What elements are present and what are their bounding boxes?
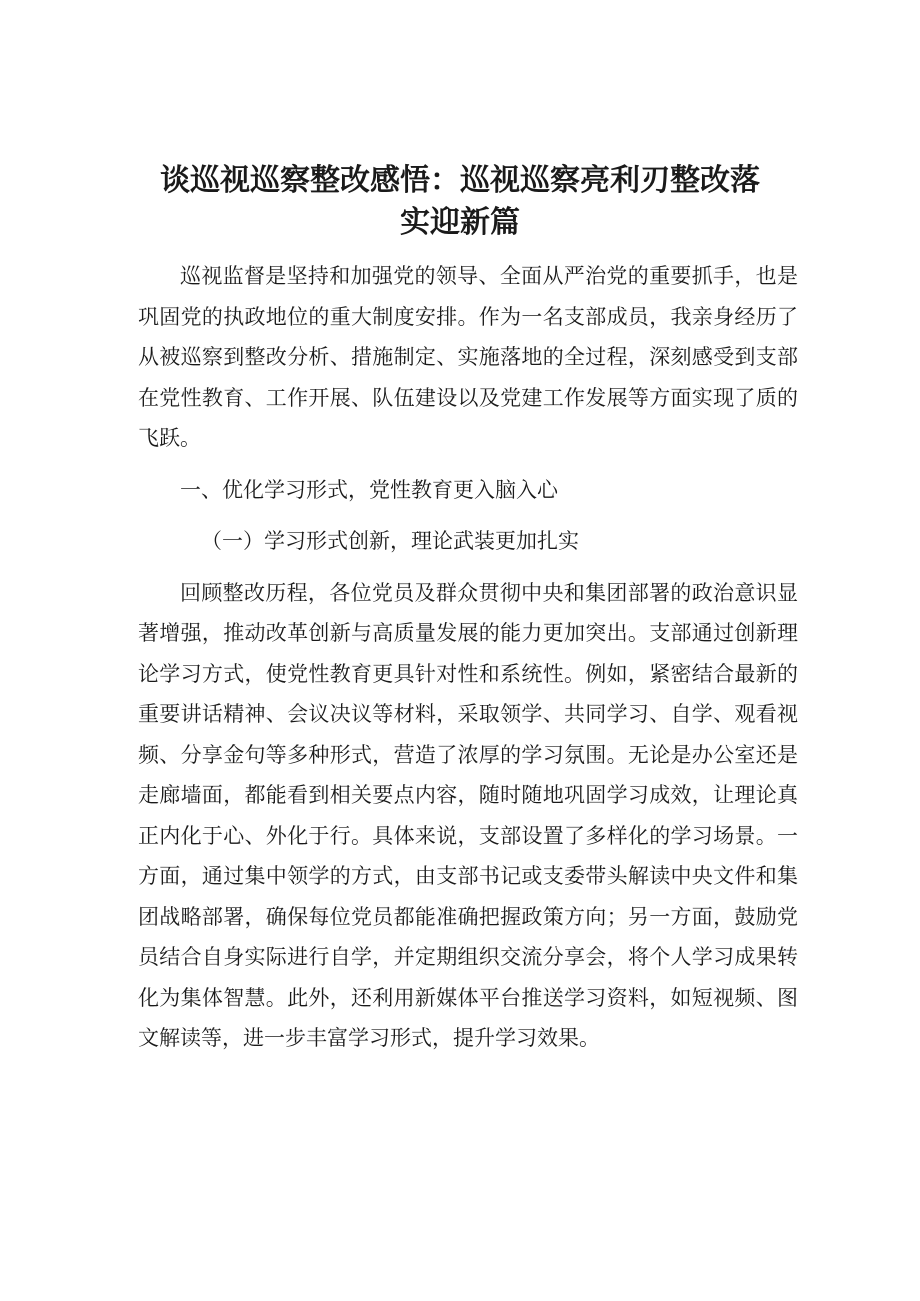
- section-heading: 一、优化学习形式，党性教育更入脑入心: [180, 477, 558, 502]
- document-body: [138, 256, 798, 1059]
- title-line-1: 谈巡视巡察整改感悟：巡视巡察亮利刃整改落: [160, 163, 760, 198]
- body-paragraph: 回顾整改历程，各位党员及群众贯彻中央和集团部署的政治意识显著增强，推动改革创新与高质量发展的能力更加突出。支部通过创新理论学习方式，使党性教育更具针对性和系统性。例如，紧密结合最新的重要讲话精神、会议决议等材料，采取领学、共同学习、自学、观看视频、分享金句等多种形式，营造了浓厚的学习氛围。无论是办公室还是走廊墙面，都能看到相关要点内容，随时随地巩固学习成效，让理论真正内化于心、外化于行。具体来说，支部设置了多样化的学习场景。一方面，通过集中领学的方式，由支部书记或支委带头解读中央文件和集团战略部署，确保每位党员都能准确把握政策方向；另一方面，鼓励党员结合自身实际进行自学，并定期组织交流分享会，将个人学习成果转化为集体智慧。此外，还利用新媒体平台推送学习资料，如短视频、图文解读等，进一步丰富学习形式，提升学习效果。: [138, 580, 798, 1050]
- subsection-heading: （一）学习形式创新，理论武装更加扎实: [201, 529, 579, 553]
- intro-paragraph: 巡视监督是坚持和加强党的领导、全面从严治党的重要抓手，也是巩固党的执政地位的重大制度安排。作为一名支部成员，我亲身经历了从被巡察到整改分析、措施制定、实施落地的全过程，深刻感受到支部在党性教育、工作开展、队伍建设以及党建工作发展等方面实现了质的飞跃。: [138, 264, 798, 450]
- title-line-2: 实迎新篇: [400, 205, 520, 240]
- document-title: [120, 160, 800, 244]
